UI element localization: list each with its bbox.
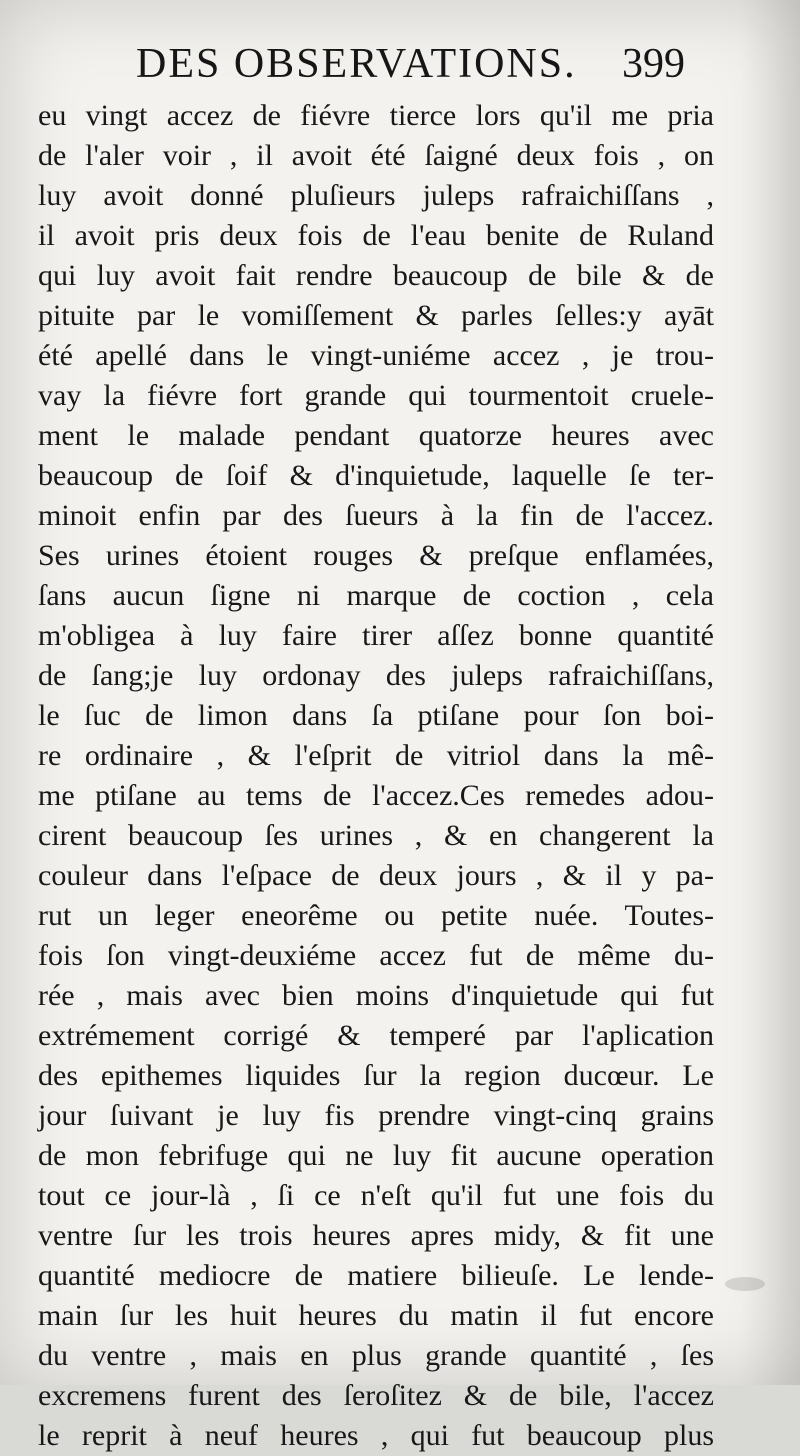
body-text	[38, 96, 714, 1456]
text-line: du ventre , mais en plus grande quantité , ſes	[38, 1339, 714, 1372]
text-line: extrémement corrigé & temperé par l'aplication	[38, 1019, 714, 1052]
text-line: qui luy avoit fait rendre beaucoup de bile & de	[38, 259, 714, 292]
text-line: jour ſuivant je luy fis prendre vingt-cinq grains	[38, 1099, 714, 1132]
text-line: beaucoup de ſoif & d'inquietude, laquelle ſe ter-	[38, 459, 714, 492]
text-line: main ſur les huit heures du matin il fut encore	[38, 1299, 714, 1332]
text-line: excremens furent des ſeroſitez & de bile, l'accez	[38, 1379, 714, 1412]
text-line: des epithemes liquides ſur la region ducœur. Le	[38, 1059, 714, 1092]
text-line: luy avoit donné pluſieurs juleps rafraichiſſans ,	[38, 179, 714, 212]
text-line: rut un leger eneorême ou petite nuée. Toutes-	[38, 899, 714, 932]
text-line: eu vingt accez de fiévre tierce lors qu'il me pria	[38, 99, 714, 132]
text-line: quantité mediocre de matiere bilieuſe. Le lende-	[38, 1259, 714, 1292]
text-line: couleur dans l'eſpace de deux jours , & il y pa-	[38, 859, 714, 892]
text-line: rée , mais avec bien moins d'inquietude qui fut	[38, 979, 714, 1012]
text-line: il avoit pris deux fois de l'eau benite de Ruland	[38, 219, 714, 252]
text-line: me ptiſane au tems de l'accez.Ces remedes adou-	[38, 779, 714, 812]
text-line: de l'aler voir , il avoit été ſaigné deux fois , on	[38, 139, 714, 172]
text-line: minoit enfin par des ſueurs à la fin de l'accez.	[38, 499, 714, 532]
text-line: ventre ſur les trois heures apres midy, & fit une	[38, 1219, 714, 1252]
text-line: ment le malade pendant quatorze heures avec	[38, 419, 714, 452]
text-line: m'obligea à luy faire tirer aſſez bonne quantité	[38, 619, 714, 652]
text-line: vay la fiévre fort grande qui tourmentoit cruele-	[38, 379, 714, 412]
text-line: Ses urines étoient rouges & preſque enflamées,	[38, 539, 714, 572]
text-line: le reprit à neuf heures , qui fut beaucoup plus	[38, 1419, 714, 1452]
text-line: re ordinaire , & l'eſprit de vitriol dans la mê-	[38, 739, 714, 772]
text-line: cirent beaucoup ſes urines , & en changerent la	[38, 819, 714, 852]
text-line: ſans aucun ſigne ni marque de coction , cela	[38, 579, 714, 612]
page-number: 399	[622, 41, 685, 87]
text-line: fois ſon vingt-deuxiéme accez fut de même du-	[38, 939, 714, 972]
ink-spot	[725, 1277, 765, 1291]
text-line: été apellé dans le vingt-uniéme accez , je trou-	[38, 339, 714, 372]
running-title: DES OBSERVATIONS.	[136, 41, 577, 87]
text-line: tout ce jour-là , ſi ce n'eſt qu'il fut une fois du	[38, 1179, 714, 1212]
page-header	[0, 40, 800, 100]
text-line: de mon febrifuge qui ne luy fit aucune operation	[38, 1139, 714, 1172]
page-edge-shadow	[740, 0, 800, 1385]
text-line: le ſuc de limon dans ſa ptiſane pour ſon boi-	[38, 699, 714, 732]
text-line: pituite par le vomiſſement & parles ſelles:y ayāt	[38, 299, 714, 332]
text-line: de ſang;je luy ordonay des juleps rafraichiſſans,	[38, 659, 714, 692]
